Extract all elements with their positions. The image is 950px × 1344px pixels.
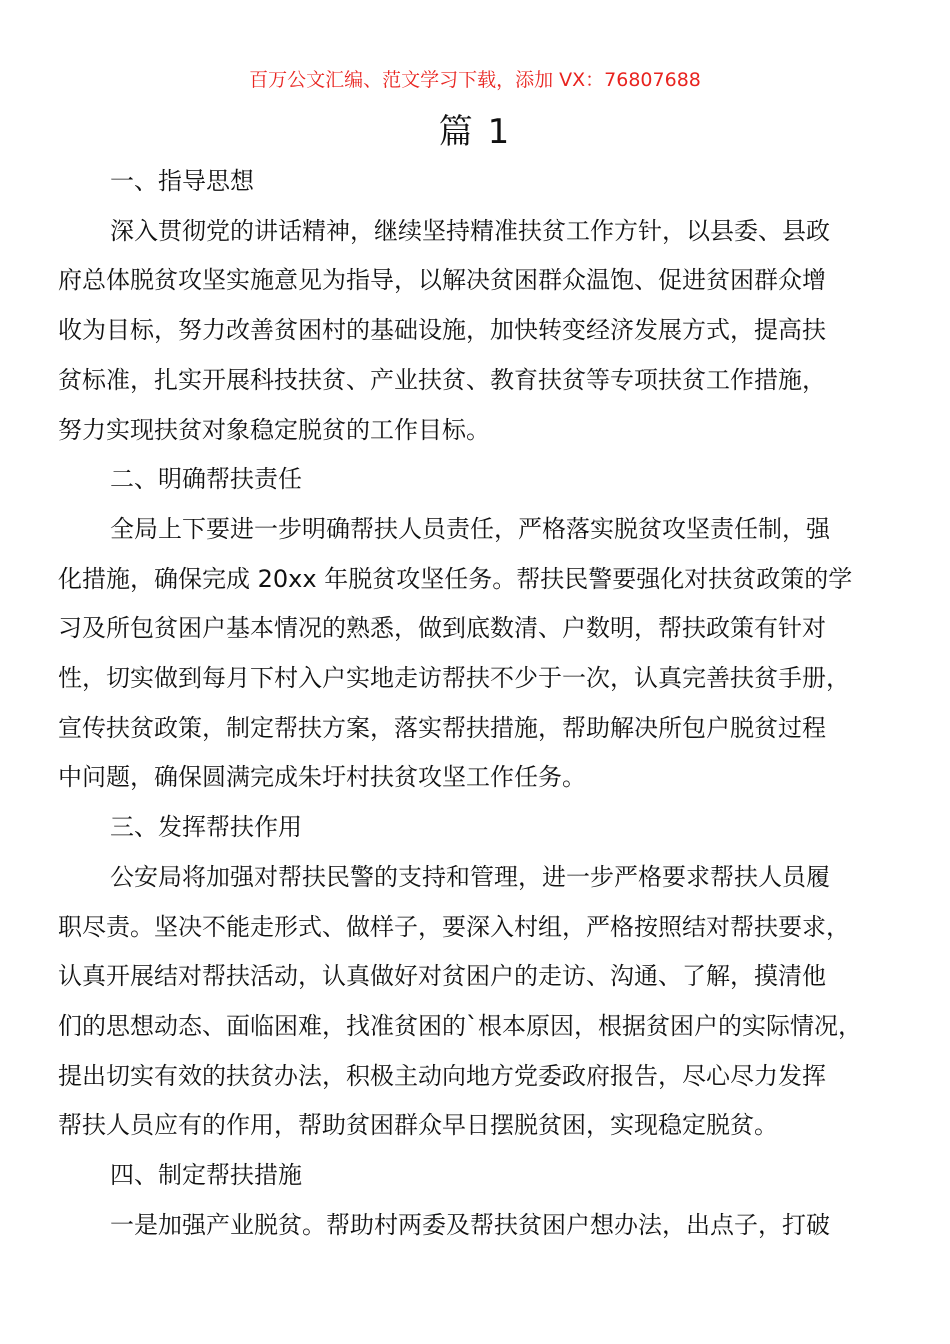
paragraph-line: 职尽责。坚决不能走形式、做样子，要深入村组，严格按照结对帮扶要求， xyxy=(58,912,850,941)
document-body xyxy=(58,157,900,1250)
section-paragraph xyxy=(58,505,900,803)
section-heading: 二、明确帮扶责任 xyxy=(110,465,302,494)
paragraph-line: 努力实现扶贫对象稳定脱贫的工作目标。 xyxy=(58,415,490,444)
paragraph-line: 全局上下要进一步明确帮扶人员责任，严格落实脱贫攻坚责任制，强 xyxy=(110,514,830,543)
section-paragraph xyxy=(58,1201,900,1251)
section-heading: 三、发挥帮扶作用 xyxy=(110,813,302,842)
paragraph-line: 认真开展结对帮扶活动，认真做好对贫困户的走访、沟通、了解，摸清他 xyxy=(58,962,826,991)
page-title: 篇 1 xyxy=(438,112,512,152)
paragraph-line: 公安局将加强对帮扶民警的支持和管理，进一步严格要求帮扶人员履 xyxy=(110,862,830,891)
paragraph-line: 习及所包贫困户基本情况的熟悉，做到底数清、户数明，帮扶政策有针对 xyxy=(58,614,826,643)
section-heading: 一、指导思想 xyxy=(110,167,254,195)
section-paragraph xyxy=(58,853,900,1151)
paragraph-line: 提出切实有效的扶贫办法，积极主动向地方党委政府报告，尽心尽力发挥 xyxy=(58,1061,826,1090)
paragraph-line: 性，切实做到每月下村入户实地走访帮扶不少于一次，认真完善扶贫手册， xyxy=(58,664,850,693)
section-assistance-responsibility xyxy=(58,455,900,803)
section-heading: 四、制定帮扶措施 xyxy=(110,1161,302,1190)
section-assistance-role xyxy=(58,803,900,1151)
paragraph-line: 深入贯彻党的讲话精神，继续坚持精准扶贫工作方针，以县委、县政 xyxy=(110,216,830,245)
section-assistance-measures xyxy=(58,1151,900,1250)
paragraph-line: 府总体脱贫攻坚实施意见为指导，以解决贫困群众温饱、促进贫困群众增 xyxy=(58,266,826,295)
section-paragraph xyxy=(58,207,900,456)
paragraph-line: 中问题，确保圆满完成朱圩村扶贫攻坚工作任务。 xyxy=(58,763,586,792)
paragraph-line: 贫标准，扎实开展科技扶贫、产业扶贫、教育扶贫等专项扶贫工作措施， xyxy=(58,365,826,394)
section-guiding-ideology xyxy=(58,157,900,455)
promo-banner: 百万公文汇编、范文学习下载，添加 VX：76807688 xyxy=(249,69,701,91)
paragraph-line: 收为目标，努力改善贫困村的基础设施，加快转变经济发展方式，提高扶 xyxy=(58,316,826,345)
paragraph-line: 宣传扶贫政策，制定帮扶方案，落实帮扶措施，帮助解决所包户脱贫过程 xyxy=(58,713,826,742)
paragraph-line: 帮扶人员应有的作用，帮助贫困群众早日摆脱贫困，实现稳定脱贫。 xyxy=(58,1111,778,1140)
paragraph-line: 一是加强产业脱贫。帮助村两委及帮扶贫困户想办法，出点子，打破 xyxy=(110,1210,830,1239)
paragraph-line: 们的思想动态、面临困难，找准贫困的`根本原因，根据贫困户的实际情况， xyxy=(58,1011,862,1040)
paragraph-line: 化措施，确保完成 20xx 年脱贫攻坚任务。帮扶民警要强化对扶贫政策的学 xyxy=(58,564,853,593)
